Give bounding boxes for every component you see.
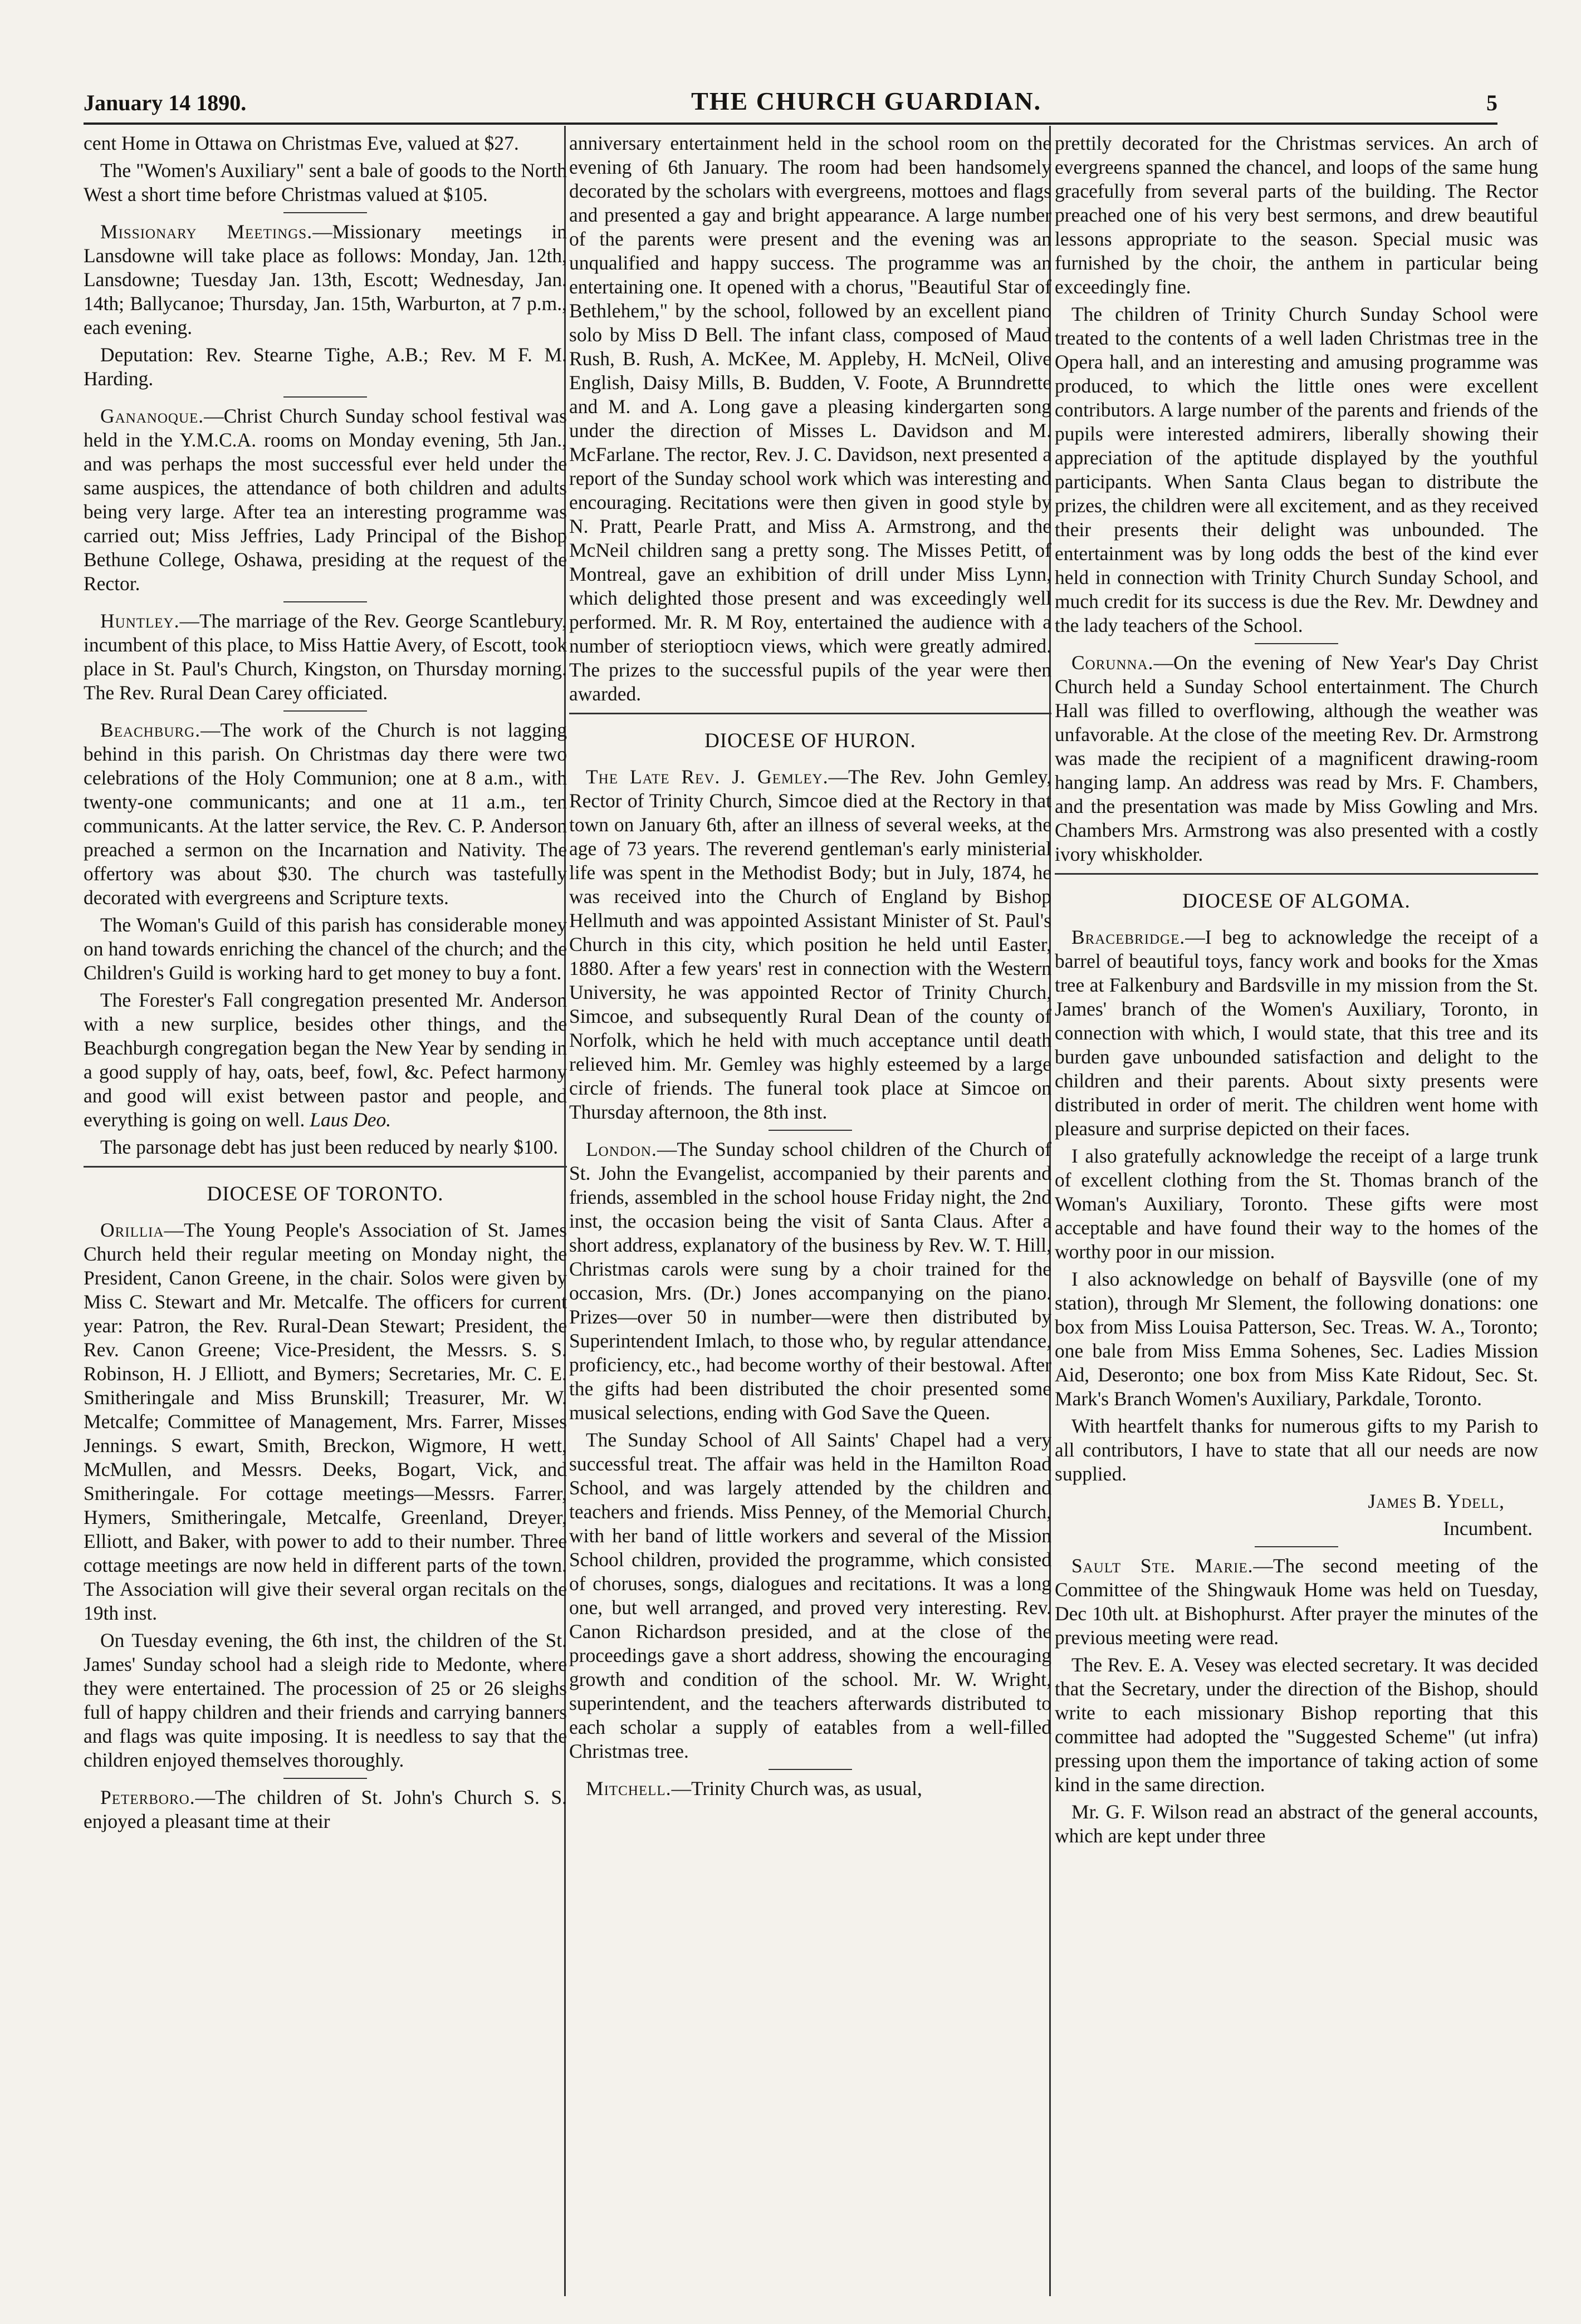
article-text: prettily decorated for the Christmas services. An arch of evergreens spanned the chancel, and loops of the same hung gracefully from several parts of the building. The Rector preached one of his very best sermons, and drew beautiful lessons appropriate to the season. Special music was furnished by the choir, the anthem in particular being exceedingly fine. — [1055, 132, 1538, 298]
article-lead: London. — [586, 1138, 657, 1160]
header-rule — [84, 122, 1497, 125]
separator-rule — [769, 1769, 852, 1770]
article-london: London.—The Sunday school children of the Church of St. John the Evangelist, accompanied by their parents and friends, assembled in the school house Friday night, the 2nd inst, the occasion being the visit of Santa Claus. After a short address, explanatory of the business by Rev. W. T. Hill, Christmas carols were sung by a choir trained for the occasion, Mrs. (Dr.) Jones accompanying on the piano. Prizes—over 50 in number—were then distributed by Superintendent Imlach, to those who, by regular attendance, proficiency, etc., had become worthy of their bestowal. After the gifts had been distributed the choir presented some musical selections, ending with God Save the Queen. — [569, 1138, 1051, 1424]
article-mitchell: Mitchell.—Trinity Church was, as usual, — [586, 1777, 922, 1800]
article-text: The "Women's Auxiliary" sent a bale of goods to the North West a short time before Christmas valued at $105. — [84, 159, 567, 205]
article-lead: Beachburg. — [100, 719, 201, 741]
column-1 — [84, 131, 567, 2303]
separator-rule — [283, 396, 367, 398]
article-gananoque: Gananoque.—Christ Church Sunday school festival was held in the Y.M.C.A. rooms on Monday evening, 5th Jan., and was perhaps the most successful ever held under the same auspices, the attendance of both children and adults being very large. After tea an interesting programme was carried out; Miss Jeffries, Lady Principal of the Bishop Bethune College, Oshawa, presiding at the request of the Rector. — [84, 405, 567, 595]
article-text: The parsonage debt has just been reduced by nearly $100. — [100, 1136, 559, 1158]
separator-rule — [283, 710, 367, 712]
section-heading: DIOCESE OF HURON. — [704, 729, 916, 752]
article-lead: Bracebridge. — [1071, 926, 1186, 948]
separator-rule — [1255, 643, 1338, 644]
article-missionary-meetings: Missionary Meetings.—Missionary meetings in Lansdowne will take place as follows: Monday, Jan. 12th, Lansdowne; Tuesday Jan. 13th, Escott; Wednesday, Jan. 14th; Ballycanoe; Thursday, Jan. 15th, Warburton, at 7 p.m., each evening. — [84, 220, 567, 339]
article-text: With heartfelt thanks for numerous gifts to my Parish to all contributors, I have to state that all our needs are now supplied. — [1055, 1415, 1538, 1485]
article-lead: Missionary Meetings. — [100, 220, 313, 243]
article-text: I also acknowledge on behalf of Baysville (one of my station), through Mr Slement, the following donations: one box from Miss Louisa Patterson, Sec. Treas. W. A., Toronto; one bale from Miss Emma Sohenes, Sec. Ladies Mission Aid, Deseronto; one box from Miss Kate Ridout, Sec. St. Mark's Branch Women's Auxiliary, Parkdale, Toronto. — [1055, 1268, 1538, 1410]
article-text: The Woman's Guild of this parish has considerable money on hand towards enriching the chancel of the church; and the Children's Guild is working hard to get money to buy a font. — [84, 914, 567, 984]
separator-rule — [283, 1778, 367, 1779]
article-lead: Huntley. — [100, 610, 180, 632]
article-huntley: Huntley.—The marriage of the Rev. George Scantlebury, incumbent of this place, to Miss Hattie Avery, of Escott, took place in St. Paul's Church, Kingston, on Thursday morning. The Rev. Rural Dean Carey officiated. — [84, 610, 567, 704]
section-rule — [84, 1166, 567, 1168]
article-text: Mr. G. F. Wilson read an abstract of the general accounts, which are kept under three — [1055, 1801, 1538, 1847]
article-text: Deputation: Rev. Stearne Tighe, A.B.; Rev. M F. M. Harding. — [84, 344, 567, 390]
article-text: The Forester's Fall congregation presented Mr. Anderson with a new surplice, besides other things, and the Beachburgh congregation began the New Year by sending in a good supply of hay, oats, beef, fowl, &c. Pefect harmony and good will exist between pastor and people, and everything is going on well. Laus Deo. — [84, 989, 567, 1131]
article-lead: Orillia — [100, 1219, 164, 1241]
page-header — [84, 82, 1497, 116]
section-heading: DIOCESE OF ALGOMA. — [1182, 890, 1411, 913]
article-lead: Sault Ste. Marie. — [1071, 1555, 1254, 1577]
section-rule — [569, 713, 1051, 714]
article-lead: Gananoque. — [100, 405, 204, 427]
article-beachburg: Beachburg.—The work of the Church is not lagging behind in this parish. On Christmas day there were two celebrations of the Holy Communion; one at 8 a.m., with twenty-one communicants; and one at 11 a.m., ten communicants. At the latter service, the Rev. C. P. Anderson preached a sermon on the Incarnation and Nativity. The offertory was about $30. The church was tastefully decorated with evergreens and Scripture texts. — [84, 719, 567, 909]
article-peterboro: Peterboro.—The children of St. John's Church S. S. enjoyed a pleasant time at their — [84, 1786, 567, 1832]
column-3 — [1055, 131, 1538, 2303]
signature-title: Incumbent. — [1443, 1517, 1533, 1539]
article-bracebridge: Bracebridge.—I beg to acknowledge the receipt of a barrel of beautiful toys, fancy work and books for the Xmas tree at Falkenbury and Bardsville in my mission from the St. James' branch of the Women's Auxiliary, Toronto, in connection with which, I would state, that this tree and its burden gave unbounded satisfaction and delight to the children and their parents. About sixty presents were distributed in order of merit. The children went home with pleasure and surprise depicted on their faces. — [1055, 926, 1538, 1140]
signature-name: James B. Ydell, — [1368, 1490, 1505, 1512]
article-gemley: The Late Rev. J. Gemley.—The Rev. John Gemley, Rector of Trinity Church, Simcoe died at the Rectory in that town on January 6th, after an illness of several weeks, at the age of 73 years. The reverend gentleman's early ministerial life was spent in the Methodist Body; but in July, 1874, he was received into the Church of England by Bishop Hellmuth and was appointed Assistant Minister of St. Paul's Church in this city, which position he held until Easter, 1880. After a few years' rest in connection with the Western University, he was appointed Rector of Trinity Church, Simcoe, and subsequently Rural Dean of the county of Norfolk, which he held with much acceptance until death relieved him. Mr. Gemley was highly esteemed by a large circle of friends. The funeral took place at Simcoe on Thursday afternoon, the 8th inst. — [569, 766, 1051, 1123]
article-text: The Sunday School of All Saints' Chapel had a very successful treat. The affair was held in the Hamilton Road School, and was largely attended by the children and teachers and friends. Miss Penney, of the Memorial Church, with her band of little workers and several of the Mission School children, provided the programme, which consisted of choruses, songs, dialogues and recitations. It was a long one, but well arranged, and proved very interesting. Rev. Canon Richardson presided, and at the close of the proceedings gave a short address, showing the encouraging growth and condition of the school. Mr. W. Wright, superintendent, and the teachers afterwards distributed to each scholar a supply of eatables from a well-filled Christmas tree. — [569, 1429, 1051, 1762]
issue-date: January 14 1890. — [84, 90, 247, 115]
article-orillia: Orillia—The Young People's Association of St. James Church held their regular meeting on Monday night, the President, Canon Greene, in the chair. Solos were given by Miss C. Stewart and Mr. Metcalfe. The officers for current year: Patron, the Rev. Rural-Dean Stewart; President, the Rev. Canon Greene; Vice-President, the Messrs. S. S. Robinson, H. J Elliott, and Bymers; Secretaries, Mr. C. E. Smitheringale and Miss Brunskill; Treasurer, Mr. W. Metcalfe; Committee of Management, Mrs. Farrer, Misses Jennings. S ewart, Smith, Breckon, Wigmore, H wett, McMullen, and Messrs. Deeks, Bogart, Vick, and Smitheringale. For cottage meetings—Messrs. Farrer, Hymers, Smitheringale, Metcalfe, Greenland, Dreyer, Elliott, and Baker, with power to add to their number. Three cottage meetings are now held in different parts of the town. The Association will give their several organ recitals on the 19th inst. — [84, 1219, 567, 1624]
article-sault-ste-marie: Sault Ste. Marie.—The second meeting of the Committee of the Shingwauk Home was held on Tuesday, Dec 10th ult. at Bishophurst. After prayer the minutes of the previous meeting were read. — [1055, 1555, 1538, 1649]
separator-rule — [283, 212, 367, 213]
article-lead: The Late Rev. J. Gemley. — [586, 766, 829, 788]
article-corunna: Corunna.—On the evening of New Year's Day Christ Church held a Sunday School entertainment. The Church Hall was filled to overflowing, although the weather was unfavorable. At the close of the meeting Rev. Dr. Armstrong was made the recipient of a magnificent drawing-room hanging lamp. An address was read by Mrs. F. Chambers, and the presentation was made by Miss Gowling and Mrs. Chambers Mrs. Armstrong was also presented with a costly ivory whiskholder. — [1055, 651, 1538, 865]
article-text: cent Home in Ottawa on Christmas Eve, valued at $27. — [84, 132, 519, 154]
article-lead: Corunna. — [1071, 651, 1154, 674]
page-number: 5 — [1486, 90, 1497, 115]
separator-rule — [283, 601, 367, 602]
article-text: anniversary entertainment held in the school room on the evening of 6th January. The room had been handsomely decorated by the scholars with evergreens, mottoes and flags and presented a gay and bright appearance. A large number of the parents were present and the evening was an unqualified and happy success. The programme was an entertaining one. It opened with a chorus, "Beautiful Star of Bethlehem," by the school, followed by an excellent piano solo by Miss D Bell. The infant class, composed of Maud Rush, B. Rush, A. McKee, M. Appleby, H. McNeil, Olive English, Daisy Mills, B. Budden, V. Foote, A Brunndrette and M. and A. Long gave a pleasing kindergarten song under the direction of Misses L. Davidson and M. McFarlane. The rector, Rev. J. C. Davidson, next presented a report of the Sunday school work which was interesting and encouraging. Recitations were then given in good style by N. Pratt, Pearle Pratt, and Miss A. Armstrong, and the McNeil children sang a pretty song. The Misses Petitt, of Montreal, gave an exhibition of drill under Miss Lynn, which delighted those present and was exceedingly well performed. Mr. R. M Roy, entertained the audience with a number of sterioptiocn views, which were greatly admired. The prizes to the successful pupils of the year were then awarded. — [569, 132, 1051, 705]
article-text: The Rev. E. A. Vesey was elected secretary. It was decided that the Secretary, under the direction of the Bishop, should write to each missionary Bishop reporting that this committee had adopted the "Suggested Scheme" (ut infra) pressing upon them the importance of taking action of some kind in the same direction. — [1055, 1654, 1538, 1796]
article-text: The children of Trinity Church Sunday School were treated to the contents of a well laden Christmas tree in the Opera hall, and an interesting and amusing programme was produced, to which the little ones were excellent contributors. A large number of the parents and friends of the pupils were interested admirers, liberally showing their appreciation of the aptitude displayed by the youthful participants. When Santa Claus began to distribute the prizes, the children were all excitement, and as they received their presents their delight was unbounded. The entertainment was by long odds the best of the kind ever held in connection with Trinity Church Sunday School, and much credit for its success is due the Rev. Mr. Dewdney and the lady teachers of the School. — [1055, 303, 1538, 636]
article-text: On Tuesday evening, the 6th inst, the children of the St. James' Sunday school had a sleigh ride to Medonte, where they were entertained. The procession of 25 or 26 sleighs full of happy children and their friends and carrying banners and flags was quite imposing. It is needless to say that the children enjoyed themselves thoroughly. — [84, 1629, 567, 1771]
article-lead: Mitchell. — [586, 1777, 672, 1800]
section-heading: DIOCESE OF TORONTO. — [207, 1183, 444, 1205]
column-2 — [569, 131, 1051, 2303]
separator-rule — [769, 1130, 852, 1131]
separator-rule — [1255, 1546, 1338, 1547]
section-rule — [1055, 873, 1538, 875]
article-lead: Peterboro. — [100, 1786, 195, 1808]
article-text: I also gratefully acknowledge the receipt of a large trunk of excellent clothing from the St. Thomas branch of the Woman's Auxiliary, Toronto. These gifts were most acceptable and have found their way to the homes of the worthy poor in our mission. — [1055, 1145, 1538, 1263]
masthead: THE CHURCH GUARDIAN. — [691, 87, 1042, 115]
